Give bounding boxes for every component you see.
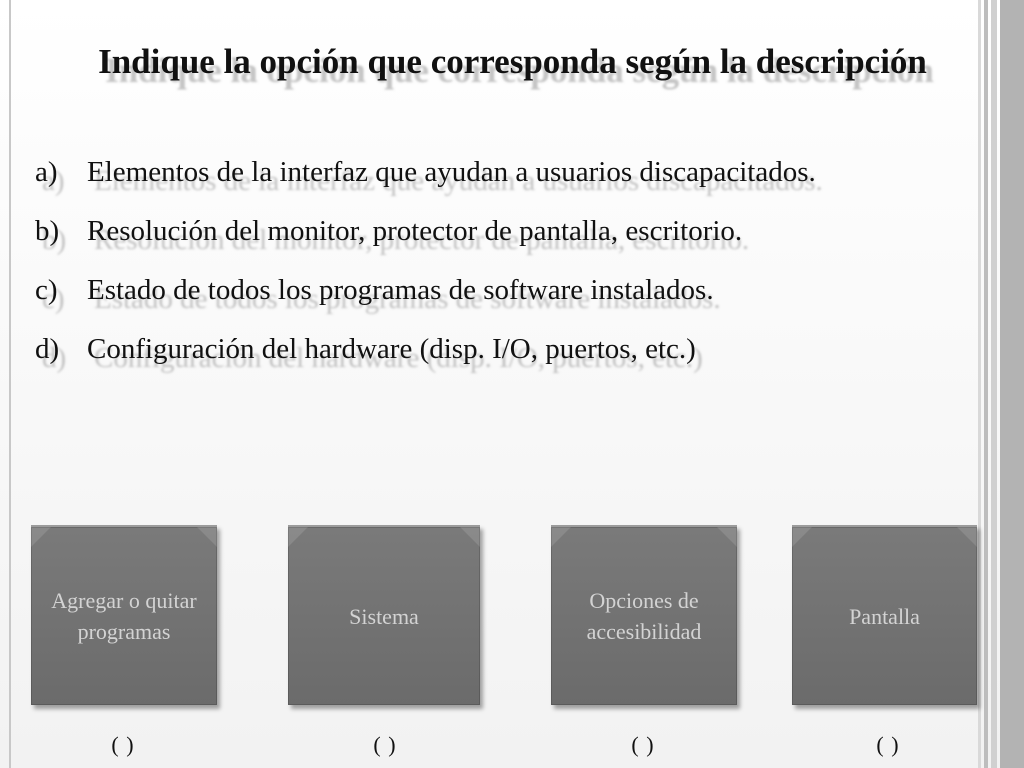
item-text: Estado de todos los programas de software instalados. <box>87 274 714 306</box>
option-label: Pantalla <box>849 603 920 629</box>
slide-title: Indique la opción que corresponda según la descripción <box>98 42 927 81</box>
stripe <box>991 0 997 768</box>
left-border-line <box>9 0 11 768</box>
item-text: Resolución del monitor, protector de pantalla, escritorio. <box>87 215 743 247</box>
answer-blank-4[interactable]: ( ) <box>876 732 900 757</box>
answer-blank-2[interactable]: ( ) <box>373 732 397 757</box>
option-label: Sistema <box>349 603 419 629</box>
option-box-sistema[interactable] <box>288 525 480 705</box>
stripe <box>1000 0 1024 768</box>
description-item-a <box>35 155 855 189</box>
option-label: Opciones de accesibilidad <box>586 588 702 644</box>
answer-blank-3[interactable]: ( ) <box>631 732 655 757</box>
description-list <box>35 155 985 391</box>
answer-blank-1[interactable]: ( ) <box>111 732 135 757</box>
option-label: Agregar o quitar programas <box>51 588 197 644</box>
option-box-agregar-quitar-programas[interactable] <box>31 525 217 705</box>
item-text: Configuración del hardware (disp. I/O, puertos, etc.) <box>87 333 696 365</box>
option-box-opciones-accesibilidad[interactable] <box>551 525 737 705</box>
item-letter: b) <box>35 215 60 247</box>
description-item-d <box>35 332 985 366</box>
item-letter: d) <box>35 333 60 365</box>
description-item-b <box>35 214 985 248</box>
item-letter: a) <box>35 156 58 188</box>
item-letter: c) <box>35 274 58 306</box>
item-text: Elementos de la interfaz que ayudan a usuarios discapacitados. <box>87 156 816 188</box>
option-box-pantalla[interactable] <box>792 525 977 705</box>
description-item-c <box>35 273 985 307</box>
